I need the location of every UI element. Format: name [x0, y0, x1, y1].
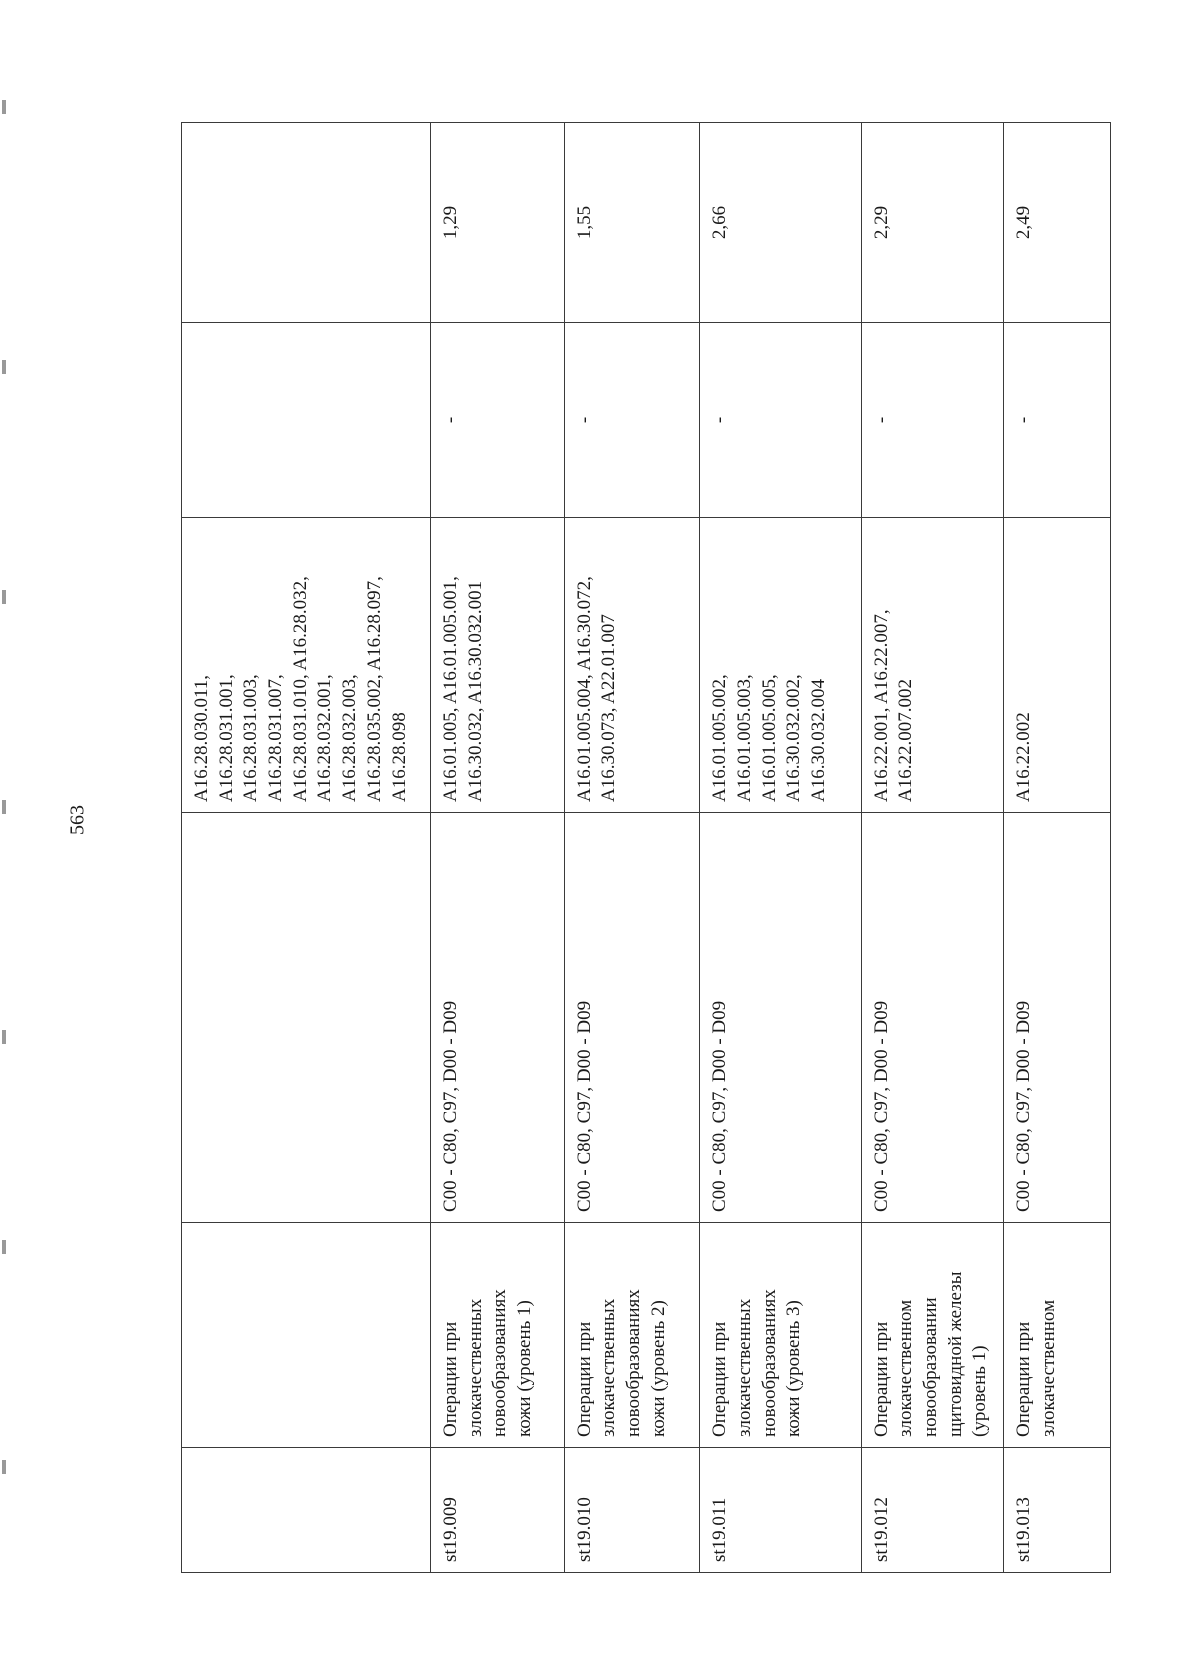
- diagnosis-codes-cell: C00 - C80, C97, D00 - D09: [564, 813, 700, 1223]
- code-cell: st19.011: [700, 1448, 862, 1573]
- name-line: кожи (уровень 1): [514, 1300, 536, 1437]
- diagnosis-codes-cell: [182, 813, 431, 1223]
- table-row: [430, 123, 564, 1573]
- service-codes-line: A16.01.005, A16.01.005.001,: [439, 576, 461, 802]
- table-row: [182, 123, 431, 1573]
- diagnosis-codes-cell: C00 - C80, C97, D00 - D09: [1004, 813, 1111, 1223]
- page-number: 563: [66, 805, 89, 835]
- name-line: новообразованиях: [622, 1289, 644, 1437]
- diagnosis-codes-cell: C00 - C80, C97, D00 - D09: [430, 813, 564, 1223]
- name-line: новообразовании: [920, 1297, 942, 1437]
- table-row: [861, 123, 1004, 1573]
- scan-edge-marks: [2, 0, 12, 1661]
- service-codes-line: A16.01.005.005,: [758, 674, 780, 802]
- name-line: Операции при: [1013, 1321, 1035, 1437]
- service-codes-cell: [430, 518, 564, 813]
- diagnosis-codes-cell: C00 - C80, C97, D00 - D09: [861, 813, 1004, 1223]
- service-codes-line: A16.28.032.003,: [339, 674, 361, 802]
- service-codes-line: A16.28.030.011,: [191, 674, 212, 802]
- diagnosis-codes-cell: C00 - C80, C97, D00 - D09: [700, 813, 862, 1223]
- name-line: Операции при: [870, 1321, 892, 1437]
- name-line: злокачественных: [733, 1298, 755, 1437]
- name-line: злокачественных: [464, 1298, 486, 1437]
- service-codes-line: A16.30.032.002,: [783, 674, 805, 802]
- additional-criteria-cell: -: [430, 323, 564, 518]
- name-line: кожи (уровень 2): [647, 1300, 669, 1437]
- name-line: новообразованиях: [758, 1289, 780, 1437]
- tariff-table: [181, 122, 1111, 1573]
- additional-criteria-cell: [182, 323, 431, 518]
- coefficient-cell: [182, 123, 431, 323]
- name-line: злокачественных: [598, 1298, 620, 1437]
- coefficient-cell: 1,55: [564, 123, 700, 323]
- name-line: кожи (уровень 3): [783, 1300, 805, 1437]
- service-codes-line: A16.30.032, A16.30.032.001: [464, 580, 486, 802]
- coefficient-cell: 2,29: [861, 123, 1004, 323]
- service-codes-line: A16.28.031.007,: [265, 674, 287, 802]
- name-cell: [430, 1223, 564, 1448]
- service-codes-cell: [182, 518, 431, 813]
- code-cell: st19.010: [564, 1448, 700, 1573]
- service-codes-cell: [861, 518, 1004, 813]
- table-row: [1004, 123, 1111, 1573]
- name-line: щитовидной железы: [944, 1271, 966, 1437]
- coefficient-cell: 1,29: [430, 123, 564, 323]
- rotated-table-container: [181, 123, 1111, 1573]
- name-line: злокачественном: [895, 1299, 917, 1437]
- code-cell: [182, 1448, 431, 1573]
- name-line: Операции при: [439, 1321, 461, 1437]
- name-line: злокачественном: [1038, 1299, 1060, 1437]
- name-cell: [182, 1223, 431, 1448]
- service-codes-cell: [700, 518, 862, 813]
- service-codes-line: A16.30.073, A22.01.007: [598, 614, 620, 802]
- service-codes-line: A16.22.001, A16.22.007,: [870, 609, 892, 802]
- name-line: новообразованиях: [489, 1289, 511, 1437]
- service-codes-line: A16.01.005.004, A16.30.072,: [573, 576, 595, 802]
- additional-criteria-cell: -: [564, 323, 700, 518]
- service-codes-line: A16.30.032.004: [807, 679, 829, 802]
- additional-criteria-cell: -: [1004, 323, 1111, 518]
- service-codes-line: A16.28.035.002, A16.28.097,: [363, 576, 385, 802]
- service-codes-line: A16.28.098: [388, 712, 410, 802]
- name-line: Операции при: [709, 1321, 731, 1437]
- name-cell: [564, 1223, 700, 1448]
- code-cell: st19.013: [1004, 1448, 1111, 1573]
- name-cell: [861, 1223, 1004, 1448]
- name-cell: [1004, 1223, 1111, 1448]
- code-cell: st19.009: [430, 1448, 564, 1573]
- additional-criteria-cell: -: [700, 323, 862, 518]
- service-codes-line: A16.28.031.003,: [240, 674, 262, 802]
- code-cell: st19.012: [861, 1448, 1004, 1573]
- additional-criteria-cell: -: [861, 323, 1004, 518]
- name-line: (уровень 1): [969, 1345, 991, 1437]
- name-cell: [700, 1223, 862, 1448]
- service-codes-line: A16.22.007.002: [895, 679, 917, 802]
- coefficient-cell: 2,49: [1004, 123, 1111, 323]
- service-codes-line: A16.28.032.001,: [314, 674, 336, 802]
- table-row: [564, 123, 700, 1573]
- service-codes-line: A16.01.005.003,: [733, 674, 755, 802]
- service-codes-line: A16.22.002: [1013, 712, 1035, 802]
- table-row: [700, 123, 862, 1573]
- service-codes-line: A16.01.005.002,: [709, 674, 731, 802]
- service-codes-line: A16.28.031.001,: [215, 674, 237, 802]
- table-body: [182, 123, 1111, 1573]
- service-codes-line: A16.28.031.010, A16.28.032,: [289, 576, 311, 802]
- name-line: Операции при: [573, 1321, 595, 1437]
- coefficient-cell: 2,66: [700, 123, 862, 323]
- service-codes-cell: [564, 518, 700, 813]
- service-codes-cell: [1004, 518, 1111, 813]
